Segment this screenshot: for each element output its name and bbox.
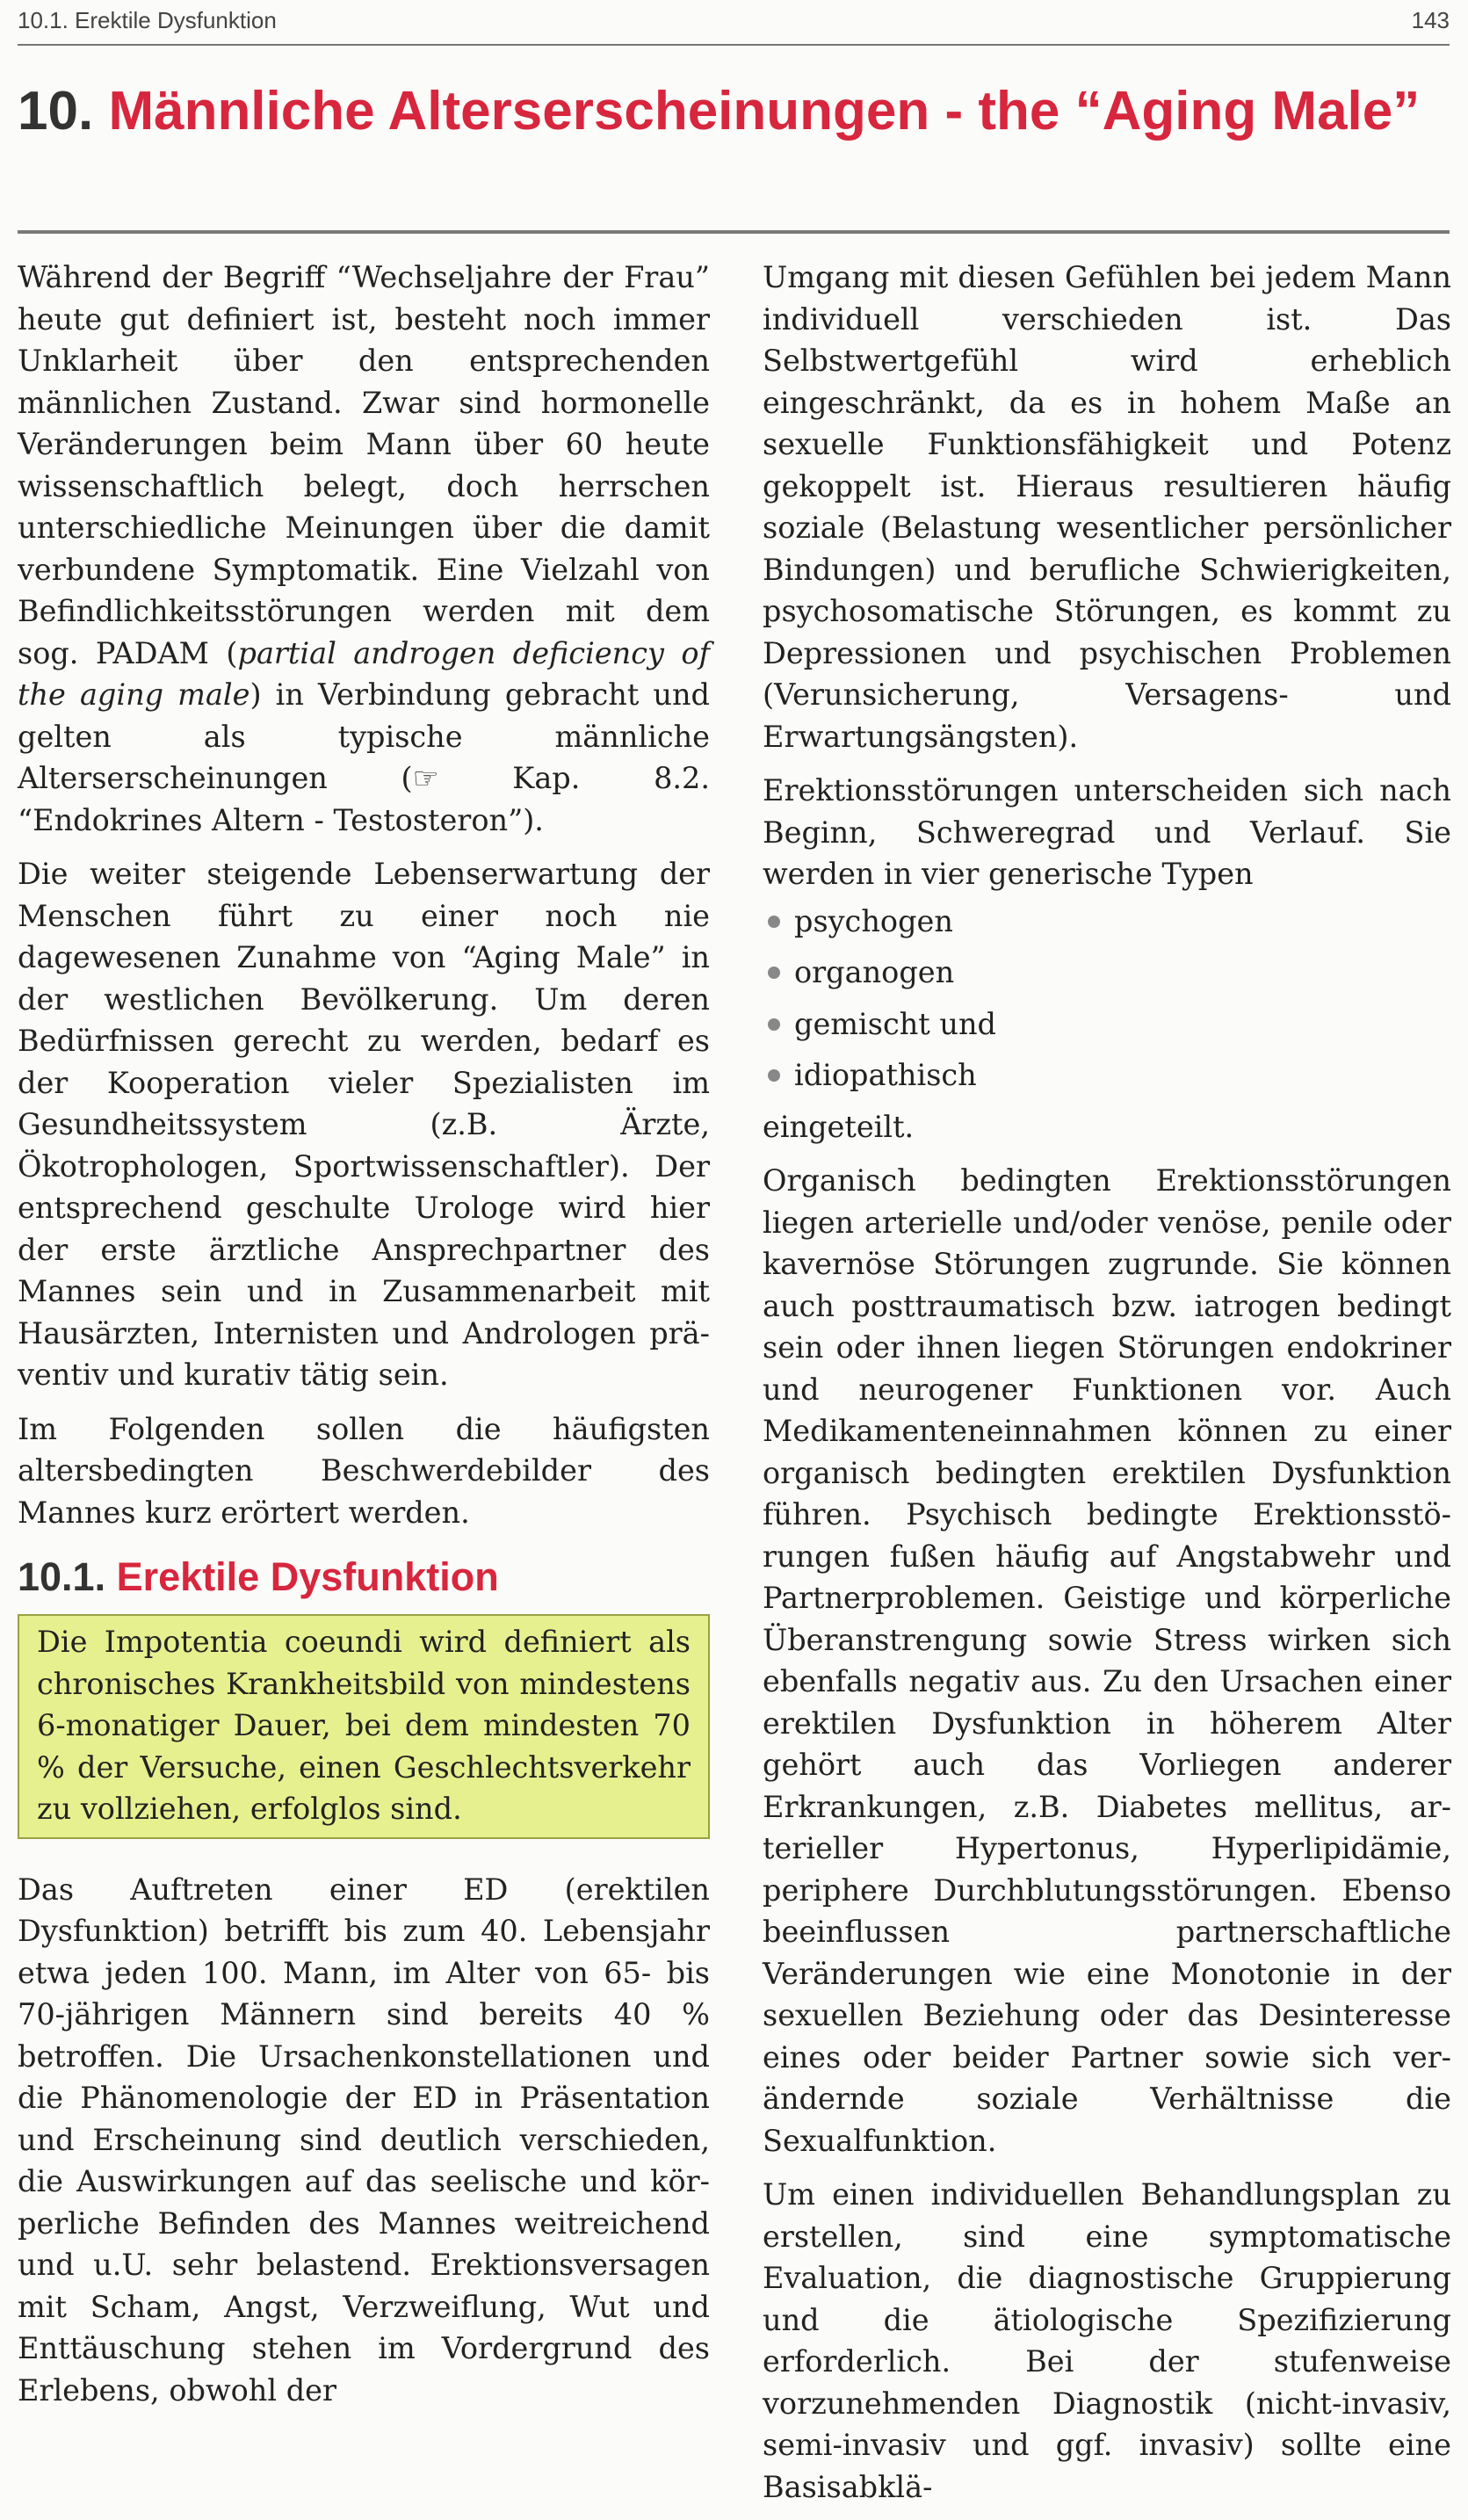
definition-text: Die Impotentia coeundi wird definiert als chronisches Krankheitsbild von mindestens 6-monatiger Dauer, bei dem mindesten 70 % der Versuche, einen Geschlechtsverkehr zu vollziehen, erfolglos sind.	[37, 1625, 691, 1826]
page-number: 143	[1411, 7, 1450, 33]
bullet-icon	[768, 1069, 780, 1082]
chapter-title	[18, 81, 1458, 142]
bullet-icon	[768, 1018, 780, 1031]
section-number: 10.1.	[18, 1554, 106, 1599]
bullet-icon	[768, 967, 780, 979]
intro-paragraph-3: Im Folgenden sollen die häufigsten altersbedingten Beschwerdebilder des Mannes kurz erörtert werden.	[18, 1411, 710, 1530]
intro-paragraph-1	[18, 257, 710, 841]
ed-treatment-paragraph: Um einen individuellen Behandlungsplan zu erstellen, sind eine symptomatische Evaluation, die diagnostische Gruppierung und die ätiologische Spezifizierung erforderlich. Bei der stufenweise vorzunehmenden Diagnostik (nicht-invasiv, semi-invasiv und ggf. invasiv) sollte eine Basisabklä-	[763, 2177, 1451, 2504]
intro-paragraph-1-a: Während der Begriff “Wechseljahre der Frau” heute gut definiert ist, besteht noch immer Unklarheit über den entsprechenden männlichen Zustand. Zwar sind hormonelle Veränderungen beim Mann über 60 heute wissenschaftlich belegt, doch herrschen unterschiedliche Meinungen über die damit verbundene Symptomatik. Eine Vielzahl von Befindlichkeitsstörungen werden mit dem sog. PADAM (	[18, 260, 710, 670]
ed-paragraph-2: Umgang mit diesen Gefühlen bei jedem Mann individuell verschieden ist. Das Selbstwertgefühl wird erheblich eingeschränkt, da es in hohem Maße an sexuelle Funktionsfähigkeit und Potenz gekoppelt ist. Hieraus resultieren häufig soziale (Belastung wesentlicher persönlicher Bindungen) und berufliche Schwierigkeiten, psychosomatische Störungen, es kommt zu Depressionen und psychischen Problemen (Verunsicherung, Versagens- und Erwartungsängsten).	[763, 260, 1451, 754]
definition-box	[18, 1614, 710, 1839]
list-item: organogen	[763, 952, 1451, 994]
section-title	[18, 1553, 710, 1602]
chapter-number: 10.	[18, 81, 94, 141]
chapter-title-text: Männliche Alterserscheinungen - the “Aging Male”	[108, 81, 1421, 141]
ed-paragraph-1: Das Auftreten einer ED (erektilen Dysfunktion) betrifft bis zum 40. Lebensjahr etwa jeden 100. Mann, im Alter von 65- bis 70-jährigen Männern sind bereits 40 % betroffen. Die Ursachenkonstellationen und die Phänomenologie der ED in Präsentation und Erscheinung sind deutlich verschieden, die Auswirkungen auf das seelische und körperliche Befinden des Mannes weitreichend und u.U. sehr belastend. Erektionsversagen mit Scham, Angst, Verzweiflung, Wut und Enttäuschung stehen im Vordergrund des Erlebens, obwohl der	[18, 1872, 710, 2408]
intro-paragraph-2: Die weiter steigende Lebenserwartung der Menschen führt zu einer noch nie dagewesenen Zunahme von “Aging Male” in der westlichen Bevölkerung. Um deren Bedürfnissen gerecht zu werden, bedarf es der Kooperation vieler Spezialisten im Gesundheitssystem (z.B. Ärzte, Ökotrophologen, Sportwissenschaftler). Der entsprechend geschulte Urologe wird hier der erste ärztliche Ansprechpartner des Mannes sein und in Zusammenarbeit mit Hausärzten, Internisten und Andrologen präventiv und kurativ tätig sein.	[18, 857, 710, 1392]
intro-paragraph-1-b: ) in Verbindung gebracht und gelten als typische männliche Alterserscheinungen (☞ Kap. 8.2. “Endokrines Altern - Testosteron”).	[18, 677, 710, 837]
list-item: psychogen	[763, 901, 1451, 943]
running-header-section: 10.1. Erektile Dysfunktion	[18, 7, 277, 33]
title-divider	[18, 230, 1450, 234]
list-item: idiopathisch	[763, 1054, 1451, 1097]
bullet-icon	[768, 916, 780, 928]
left-column	[18, 257, 710, 2423]
right-column	[763, 257, 1451, 2520]
section-title-text: Erektile Dysfunktion	[116, 1554, 499, 1599]
ed-types-list	[763, 901, 1451, 1097]
ed-types-outro: eingeteilt.	[763, 1109, 915, 1144]
ed-types-intro: Erektionsstörungen unterscheiden sich nach Beginn, Schweregrad und Verlauf. Sie werden in vier generische Typen	[763, 773, 1451, 891]
running-header	[18, 0, 1450, 46]
padam-expansion: partial androgen deficiency of the aging male	[18, 635, 710, 712]
list-item: gemischt und	[763, 1003, 1451, 1046]
ed-causes-paragraph: Organisch bedingten Erektionsstörungen liegen arterielle und/oder venöse, penile oder kavernöse Störungen zugrunde. Sie können auch posttraumatisch bzw. iatrogen bedingt sein oder ihnen liegen Störungen endokriner und neurogener Funktionen vor. Auch Medikamenteneinnahmen können zu einer organisch bedingten erektilen Dysfunktion führen. Psychisch bedingte Erektionsstörungen fußen häufig auf Angstabwehr und Partnerproblemen. Geistige und körperliche Überanstrengung sowie Stress wirken sich ebenfalls negativ aus. Zu den Ursachen einer erektilen Dysfunktion in höherem Alter gehört auch das Vorliegen anderer Erkrankungen, z.B. Diabetes mellitus, arterieller Hypertonus, Hyperlipidämie, periphere Durchblutungsstörungen. Ebenso beeinflussen partnerschaftliche Veränderungen wie eine Monotonie in der sexuellen Beziehung oder das Desinteresse eines oder beider Partner sowie sich verändernde soziale Verhältnisse die Sexualfunktion.	[763, 1163, 1451, 2158]
